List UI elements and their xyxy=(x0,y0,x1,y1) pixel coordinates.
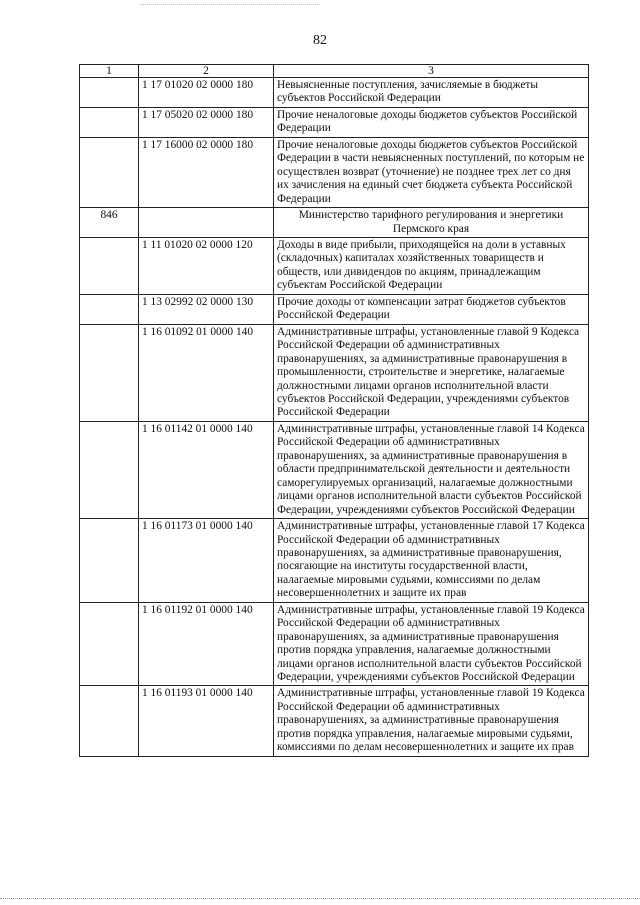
scan-artifact-bottom-line xyxy=(0,898,640,899)
admin-code-cell xyxy=(80,519,139,603)
revenue-code-cell: 1 17 16000 02 0000 180 xyxy=(139,137,274,207)
revenue-code-cell: 1 16 01193 01 0000 140 xyxy=(139,686,274,756)
table-row xyxy=(80,602,589,686)
table-row xyxy=(80,107,589,137)
admin-code-cell: 846 xyxy=(80,208,139,238)
admin-code-cell xyxy=(80,137,139,207)
table-header-row xyxy=(80,65,589,78)
revenue-codes-table xyxy=(79,64,589,757)
admin-code-cell xyxy=(80,602,139,686)
revenue-name-cell: Административные штрафы, установленные главой 19 Кодекса Российской Федерации об административных правонарушениях, за административные правонарушения против порядка управления, налагаемые должностными лицами органов исполнительной власти субъектов Российской Федерации, учреждениями субъектов Российской Федерации xyxy=(274,602,589,686)
revenue-code-cell: 1 11 01020 02 0000 120 xyxy=(139,237,274,294)
revenue-code-cell xyxy=(139,208,274,238)
admin-code-cell xyxy=(80,421,139,518)
column-header-name: 3 xyxy=(274,65,589,78)
revenue-code-cell: 1 17 01020 02 0000 180 xyxy=(139,78,274,108)
column-header-code: 2 xyxy=(139,65,274,78)
table-row xyxy=(80,294,589,324)
revenue-code-cell: 1 16 01092 01 0000 140 xyxy=(139,324,274,421)
revenue-name-cell: Прочие неналоговые доходы бюджетов субъектов Российской Федерации в части невыясненных поступлений, по которым не осуществлен возврат (уточнение) не позднее трех лет со дня их зачисления на единый счет бюджета субъекта Российской Федерации xyxy=(274,137,589,207)
revenue-code-cell: 1 16 01173 01 0000 140 xyxy=(139,519,274,603)
revenue-name-cell: Административные штрафы, установленные главой 17 Кодекса Российской Федерации об административных правонарушениях, за административные правонарушения, посягающие на институты государственной власти, налагаемые мировыми судьями, комиссиями по делам несовершеннолетних и защите их прав xyxy=(274,519,589,603)
admin-code-cell xyxy=(80,107,139,137)
admin-code-cell xyxy=(80,78,139,108)
admin-code-cell xyxy=(80,686,139,756)
admin-code-cell xyxy=(80,324,139,421)
revenue-code-cell: 1 16 01142 01 0000 140 xyxy=(139,421,274,518)
revenue-code-cell: 1 16 01192 01 0000 140 xyxy=(139,602,274,686)
page-number: 82 xyxy=(313,33,327,48)
revenue-code-cell: 1 13 02992 02 0000 130 xyxy=(139,294,274,324)
table-row xyxy=(80,421,589,518)
table-row xyxy=(80,137,589,207)
table-row xyxy=(80,324,589,421)
revenue-name-cell: Административные штрафы, установленные главой 14 Кодекса Российской Федерации об административных правонарушениях, за административные правонарушения в области предпринимательской деятельности и деятельности саморегулируемых организаций, налагаемые должностными лицами органов исполнительной власти субъектов Российской Федерации, учреждениями субъектов Российской Федерации xyxy=(274,421,589,518)
table-row-administrator xyxy=(80,208,589,238)
column-header-admin: 1 xyxy=(80,65,139,78)
table-row xyxy=(80,237,589,294)
table-row xyxy=(80,78,589,108)
table-row xyxy=(80,519,589,603)
administrator-name-cell: Министерство тарифного регулирования и энергетики Пермского края xyxy=(274,208,589,238)
revenue-name-cell: Доходы в виде прибыли, приходящейся на доли в уставных (складочных) капиталах хозяйственных товариществ и обществ, или дивидендов по акциям, принадлежащим субъектам Российской Федерации xyxy=(274,237,589,294)
revenue-code-cell: 1 17 05020 02 0000 180 xyxy=(139,107,274,137)
revenue-name-cell: Административные штрафы, установленные главой 9 Кодекса Российской Федерации об административных правонарушениях, за административные правонарушения в промышленности, строительстве и энергетике, налагаемые должностными лицами органов исполнительной власти субъектов Российской Федерации, учреждениями субъектов Российской Федерации xyxy=(274,324,589,421)
revenue-name-cell: Невыясненные поступления, зачисляемые в бюджеты субъектов Российской Федерации xyxy=(274,78,589,108)
revenue-name-cell: Прочие неналоговые доходы бюджетов субъектов Российской Федерации xyxy=(274,107,589,137)
table-row xyxy=(80,686,589,756)
revenue-name-cell: Прочие доходы от компенсации затрат бюджетов субъектов Российской Федерации xyxy=(274,294,589,324)
admin-code-cell xyxy=(80,294,139,324)
revenue-name-cell: Административные штрафы, установленные главой 19 Кодекса Российской Федерации об административных правонарушениях, за административные правонарушения против порядка управления, налагаемые мировыми судьями, комиссиями по делам несовершеннолетних и защите их прав xyxy=(274,686,589,756)
admin-code-cell xyxy=(80,237,139,294)
scan-artifact-top-line xyxy=(140,4,320,5)
